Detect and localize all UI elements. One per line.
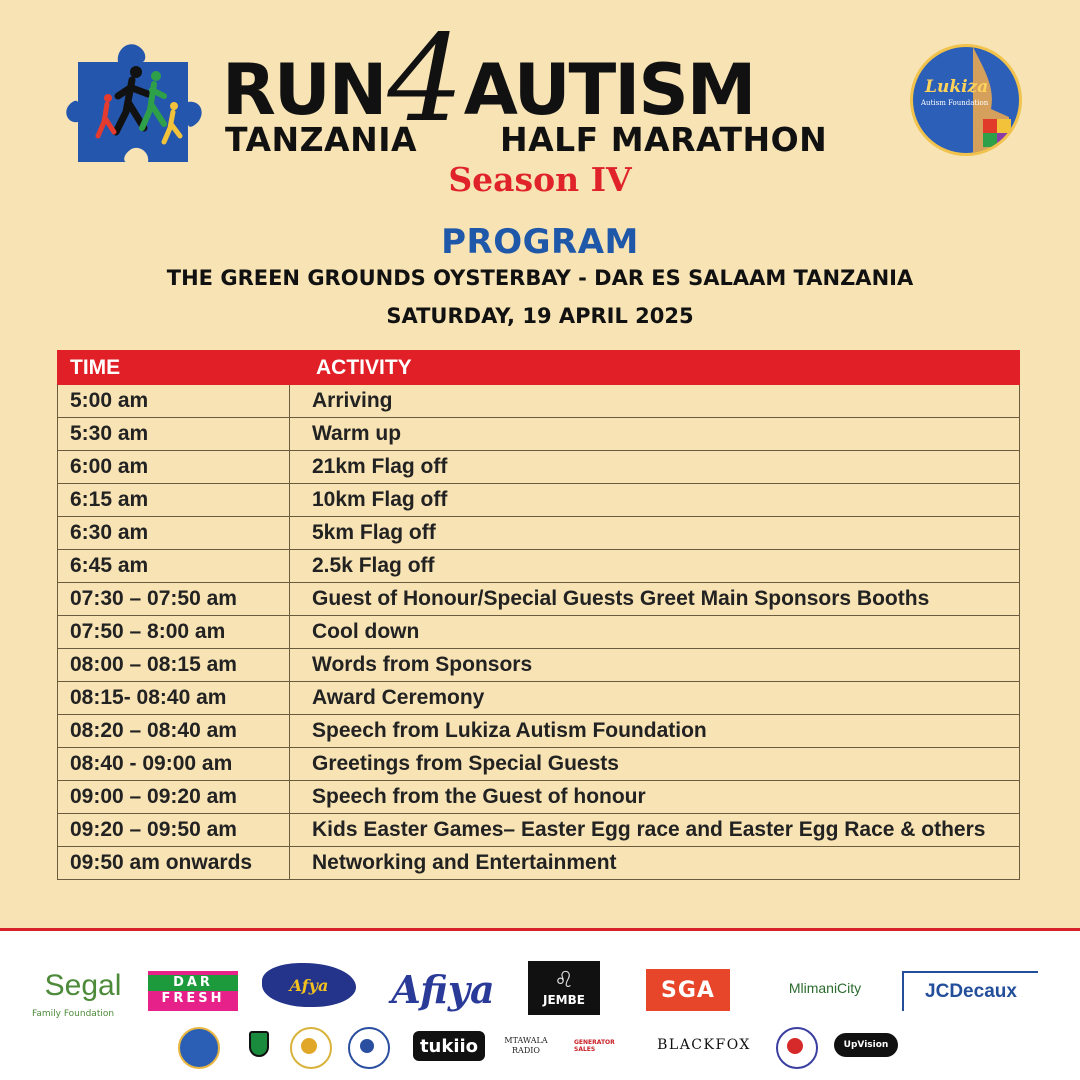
table-row xyxy=(58,814,1020,847)
afya-badge-logo xyxy=(262,963,356,1007)
row-time: 6:00 am xyxy=(58,451,290,484)
row-activity: Award Ceremony xyxy=(290,682,1020,715)
row-activity: Networking and Entertainment xyxy=(290,847,1020,880)
row-activity: Greetings from Special Guests xyxy=(290,748,1020,781)
jembe-logo-text: JEMBE xyxy=(543,993,585,1007)
row-time: 6:15 am xyxy=(58,484,290,517)
row-time: 09:20 – 09:50 am xyxy=(58,814,290,847)
table-row xyxy=(58,748,1020,781)
row-activity: 5km Flag off xyxy=(290,517,1020,550)
sponsors-footer xyxy=(0,928,1080,1080)
upvision-logo-text: UpVision xyxy=(843,1040,889,1050)
government-seal-icon xyxy=(290,1027,332,1069)
title-number: 4 xyxy=(387,10,462,149)
jcdecaux-logo xyxy=(902,971,1038,1011)
segal-logo-text: Segal xyxy=(44,969,122,1002)
table-row xyxy=(58,517,1020,550)
afya-badge-text: Afya xyxy=(289,975,329,995)
generator-sales-logo xyxy=(574,1035,634,1057)
schedule-header-row xyxy=(58,351,1020,385)
afiya-logo xyxy=(384,967,502,1011)
generator-logo-text: GENERATOR SALES xyxy=(574,1039,615,1053)
segal-logo-subtext: Family Foundation xyxy=(32,1009,115,1019)
row-activity: Kids Easter Games– Easter Egg race and Easter Egg Race & others xyxy=(290,814,1020,847)
row-time: 08:20 – 08:40 am xyxy=(58,715,290,748)
row-activity: 21km Flag off xyxy=(290,451,1020,484)
tukio-logo-text: tukiio xyxy=(419,1035,479,1057)
row-activity: Guest of Honour/Special Guests Greet Main Sponsors Booths xyxy=(290,583,1020,616)
blackfox-logo-text: BLACKFOX xyxy=(657,1037,751,1053)
dar-fresh-logo xyxy=(148,971,238,1011)
venue-line: THE GREEN GROUNDS OYSTERBAY - DAR ES SALAAM TANZANIA xyxy=(166,266,914,290)
row-time: 5:30 am xyxy=(58,418,290,451)
mtawala-radio-logo xyxy=(500,1029,552,1063)
puzzle-runners-logo xyxy=(58,32,208,172)
event-subtitle-right: HALF MARATHON xyxy=(500,120,828,159)
sga-logo xyxy=(646,969,730,1011)
tanzania-coat-of-arms-icon xyxy=(240,1027,278,1065)
mlimani-logo-text: MlimaniCity xyxy=(788,980,862,996)
lukiza-logo-text: Lukiza xyxy=(925,77,989,97)
table-row xyxy=(58,484,1020,517)
row-time: 6:30 am xyxy=(58,517,290,550)
table-row xyxy=(58,418,1020,451)
season-label: Season IV xyxy=(448,160,632,199)
row-activity: Speech from Lukiza Autism Foundation xyxy=(290,715,1020,748)
tukio-logo xyxy=(413,1031,485,1061)
lion-icon: ♌ xyxy=(554,968,574,993)
afiya-logo-text: Afiya xyxy=(391,966,495,1012)
title-part2: AUTISM xyxy=(463,49,755,131)
table-row xyxy=(58,550,1020,583)
row-time: 09:50 am onwards xyxy=(58,847,290,880)
table-row xyxy=(58,847,1020,880)
row-activity: Arriving xyxy=(290,385,1020,418)
row-time: 08:40 - 09:00 am xyxy=(58,748,290,781)
club-crest-icon xyxy=(776,1027,818,1069)
row-activity: 2.5k Flag off xyxy=(290,550,1020,583)
row-activity: Speech from the Guest of honour xyxy=(290,781,1020,814)
lukiza-foundation-logo xyxy=(910,44,1022,156)
title-part1: RUN xyxy=(222,49,386,131)
jembe-logo xyxy=(528,961,600,1015)
table-row xyxy=(58,682,1020,715)
table-row xyxy=(58,583,1020,616)
header-activity: ACTIVITY xyxy=(290,351,1020,385)
row-activity: Warm up xyxy=(290,418,1020,451)
date-line: SATURDAY, 19 APRIL 2025 xyxy=(386,304,694,328)
event-header xyxy=(0,0,1080,215)
mtawala-logo-text: MTAWALA xyxy=(504,1036,548,1045)
program-heading: PROGRAM xyxy=(441,222,639,262)
sga-logo-text: SGA xyxy=(661,977,715,1003)
row-time: 09:00 – 09:20 am xyxy=(58,781,290,814)
segal-logo xyxy=(28,951,138,1021)
jcdecaux-logo-text: JCDecaux xyxy=(925,981,1017,1002)
mlimani-city-logo xyxy=(780,965,870,1011)
row-time: 07:30 – 07:50 am xyxy=(58,583,290,616)
row-time: 07:50 – 8:00 am xyxy=(58,616,290,649)
table-row xyxy=(58,649,1020,682)
header-time: TIME xyxy=(58,351,290,385)
row-activity: Words from Sponsors xyxy=(290,649,1020,682)
dar-fresh-bottom-text: FRESH xyxy=(161,991,225,1006)
blackfox-logo xyxy=(656,1031,752,1059)
table-row xyxy=(58,385,1020,418)
schedule-table xyxy=(57,350,1020,880)
row-time: 08:15- 08:40 am xyxy=(58,682,290,715)
table-row xyxy=(58,781,1020,814)
table-row xyxy=(58,616,1020,649)
council-seal-icon xyxy=(348,1027,390,1069)
row-time: 5:00 am xyxy=(58,385,290,418)
row-activity: Cool down xyxy=(290,616,1020,649)
lukiza-logo-subtext: Autism Foundation xyxy=(921,99,989,107)
row-activity: 10km Flag off xyxy=(290,484,1020,517)
mtawala-logo-subtext: RADIO xyxy=(512,1046,540,1055)
row-time: 6:45 am xyxy=(58,550,290,583)
table-row xyxy=(58,451,1020,484)
event-subtitle-left: TANZANIA xyxy=(225,120,418,159)
table-row xyxy=(58,715,1020,748)
upvision-logo xyxy=(834,1033,898,1057)
dar-fresh-top-text: DAR xyxy=(148,975,238,991)
row-time: 08:00 – 08:15 am xyxy=(58,649,290,682)
lukiza-badge-icon xyxy=(178,1027,220,1069)
